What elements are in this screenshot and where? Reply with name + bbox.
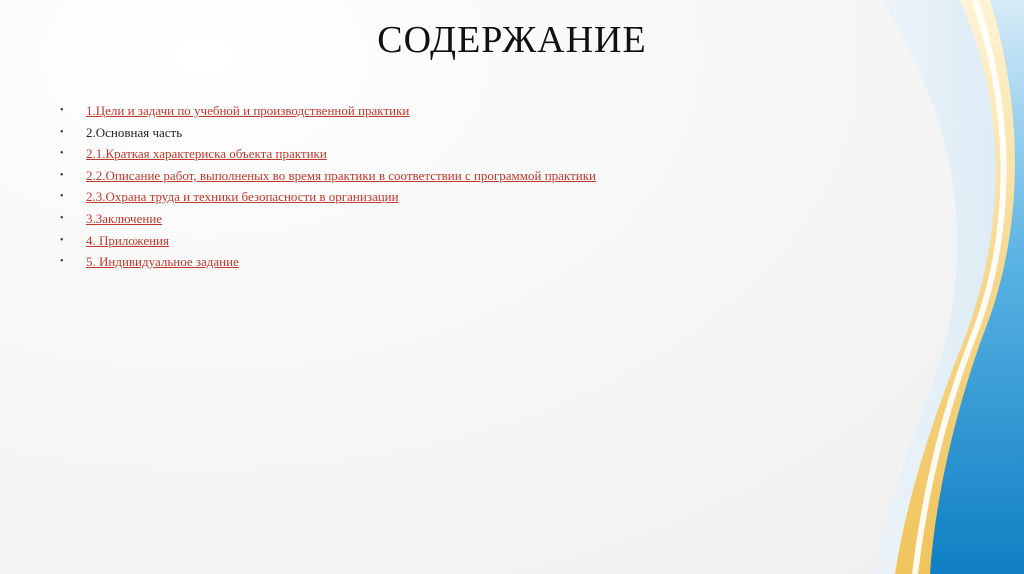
- bullet-icon: •: [60, 126, 64, 138]
- toc-item[interactable]: [60, 208, 820, 230]
- slide-title: СОДЕРЖАНИЕ: [377, 19, 647, 61]
- toc-item[interactable]: [60, 251, 820, 273]
- bullet-icon: •: [60, 191, 64, 203]
- table-of-contents: [60, 100, 820, 273]
- bullet-icon: •: [60, 169, 64, 181]
- toc-item[interactable]: [60, 143, 820, 165]
- toc-item[interactable]: [60, 186, 820, 208]
- toc-link-safety[interactable]: 2.3.Охрана труда и техники безопасности в организации: [86, 189, 399, 205]
- bullet-icon: •: [60, 212, 64, 224]
- bullet-icon: •: [60, 256, 64, 268]
- bullet-icon: •: [60, 105, 64, 116]
- toc-text-main-part: 2.Основная часть: [86, 124, 183, 140]
- toc-link-work-description[interactable]: 2.2.Описание работ, выполненых во время практики в соответствии с программой практики: [86, 167, 596, 183]
- toc-item[interactable]: [60, 165, 820, 187]
- toc-link-individual-task[interactable]: 5. Индивидуальное задание: [86, 254, 239, 270]
- toc-link-object-description[interactable]: 2.1.Краткая характериска объекта практики: [86, 146, 327, 162]
- toc-link-conclusion[interactable]: 3.Заключение: [86, 210, 163, 226]
- toc-item[interactable]: [60, 230, 820, 252]
- toc-link-appendices[interactable]: 4. Приложения: [86, 232, 169, 248]
- toc-link-goals[interactable]: 1.Цели и задачи по учебной и производственной практики: [86, 103, 410, 118]
- bullet-icon: •: [60, 234, 64, 246]
- toc-item: [60, 122, 820, 144]
- bullet-icon: •: [60, 148, 64, 160]
- toc-item[interactable]: [60, 100, 820, 122]
